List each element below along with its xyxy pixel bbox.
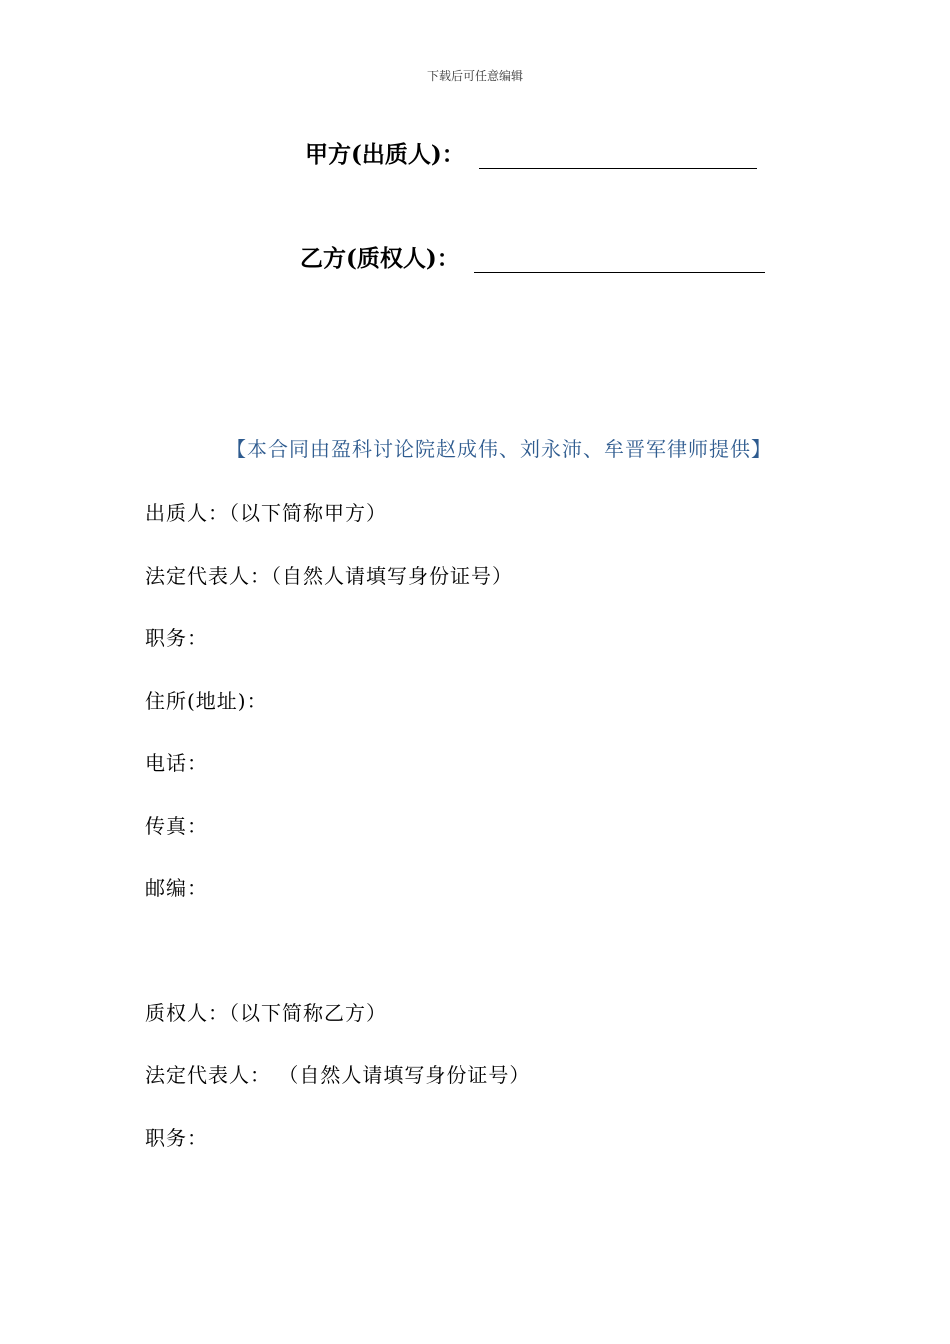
- pledgee-position: 职务：: [145, 1126, 208, 1150]
- party-b-line: [300, 240, 765, 273]
- pledgor-fax: 传真：: [145, 814, 208, 838]
- header-note: 下载后可任意编辑: [426, 69, 523, 83]
- party-b-label: 乙方(质权人)：: [300, 245, 460, 272]
- party-a-line: [305, 136, 757, 169]
- pledgor-postcode: 邮编：: [145, 876, 208, 900]
- pledgor-phone: 电话：: [145, 751, 208, 775]
- pledgor-address: 住所(地址)：: [145, 689, 268, 713]
- pledgor-position: 职务：: [145, 626, 208, 650]
- party-a-blank: [479, 146, 757, 169]
- pledgor-legal-rep: 法定代表人：（自然人请填写身份证号）: [145, 564, 513, 588]
- pledgor-title: 出质人：（以下简称甲方）: [145, 501, 387, 525]
- party-a-label: 甲方(出质人)：: [305, 141, 465, 168]
- pledgee-legal-rep: 法定代表人： （自然人请填写身份证号）: [145, 1063, 531, 1087]
- pledgee-title: 质权人：（以下简称乙方）: [145, 1001, 387, 1025]
- provider-note: 【本合同由盈科讨论院赵成伟、刘永沛、牟晋军律师提供】: [226, 437, 772, 461]
- party-b-blank: [474, 250, 765, 273]
